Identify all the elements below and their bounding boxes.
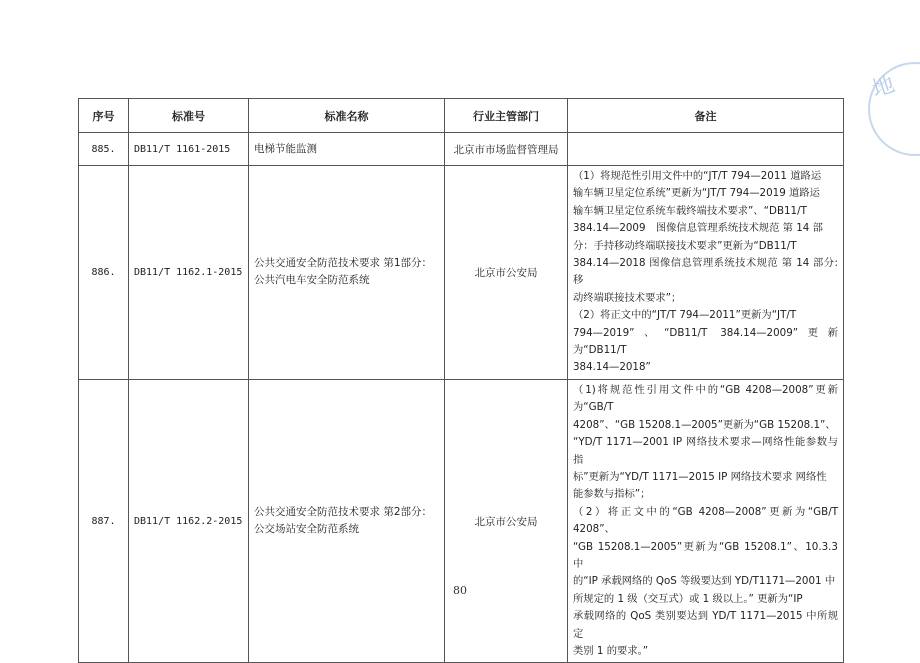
remark-line: （2）将正文中的“GB 4208—2008”更新为“GB/T 4208”、 (573, 505, 838, 536)
table-row (79, 166, 844, 380)
remark-line: 4208”、“GB 15208.1—2005”更新为“GB 15208.1”、 (573, 418, 836, 431)
remark-line: 动终端联接技术要求”； (573, 291, 682, 304)
remark-line: 384.14—2018 图像信息管理系统技术规范 第 14 部分:移 (573, 257, 838, 287)
remark-line: （1）将规范性引用文件中的“JT/T 794—2011 道路运 (573, 170, 822, 182)
row-standard-name: 公共交通安全防范技术要求 第2部分：公交场站安全防范系统 (249, 379, 445, 663)
row-index: 887. (79, 379, 129, 663)
standards-table (78, 98, 844, 663)
row-department: 北京市公安局 (445, 166, 568, 380)
page-number: 80 (453, 584, 467, 597)
row-index: 886. (79, 166, 129, 380)
row-remarks (568, 379, 844, 663)
table-header-row (79, 99, 844, 133)
table-row (79, 133, 844, 166)
row-standard-code: DB11/T 1161-2015 (129, 133, 249, 166)
header-department: 行业主管部门 (445, 99, 568, 133)
seal-stamp-text: 地 (869, 72, 898, 103)
remark-line: （2）将正文中的“JT/T 794—2011”更新为“JT/T (573, 309, 797, 322)
row-department: 北京市市场监督管理局 (445, 133, 568, 166)
row-standard-name: 公共交通安全防范技术要求 第1部分：公共汽电车安全防范系统 (249, 166, 445, 380)
remark-line: 分：手持移动终端联接技术要求”更新为“DB11/T (573, 239, 797, 252)
header-index: 序号 (79, 99, 129, 133)
row-remarks (568, 133, 844, 166)
remark-line: 所规定的 1 级（交互式）或 1 级以上。” 更新为“IP (573, 592, 803, 605)
remark-line: 输车辆卫星定位系统”更新为“JT/T 794—2019 道路运 (573, 187, 820, 200)
row-standard-name: 电梯节能监测 (249, 133, 445, 166)
header-standard-name: 标准名称 (249, 99, 445, 133)
header-standard-code: 标准号 (129, 99, 249, 133)
table-row (79, 379, 844, 663)
remark-line: 384.14—2009 图像信息管理系统技术规范 第 14 部 (573, 222, 823, 235)
row-department: 北京市公安局 (445, 379, 568, 663)
row-standard-code: DB11/T 1162.1-2015 (129, 166, 249, 380)
remark-line: （1)将规范性引用文件中的“GB 4208—2008”更新为“GB/T (573, 383, 838, 414)
row-standard-code: DB11/T 1162.2-2015 (129, 379, 249, 663)
remark-line: 能参数与指标”； (573, 488, 651, 501)
remark-line: 794—2019”、“DB11/T 384.14—2009”更新为“DB11/T (573, 326, 838, 357)
remark-line: 的“IP 承载网络的 QoS 等级要达到 YD/T1171—2001 中 (573, 575, 836, 588)
row-remarks (568, 166, 844, 380)
remark-line: 输车辆卫星定位系统车载终端技术要求”、“DB11/T (573, 204, 807, 217)
row-index: 885. (79, 133, 129, 166)
remark-line: “GB 15208.1—2005”更新为“GB 15208.1”、10.3.3 中 (573, 540, 838, 570)
remark-line: 标”更新为“YD/T 1171—2015 IP 网络技术要求 网络性 (573, 470, 827, 483)
remark-line: 类别 1 的要求。” (573, 644, 649, 657)
header-remarks: 备注 (568, 99, 844, 133)
remark-line: 承载网络的 QoS 类别要达到 YD/T 1171—2015 中所规定 (573, 610, 838, 640)
remark-line: “YD/T 1171—2001 IP 网络技术要求—网络性能参数与指 (573, 436, 838, 466)
remark-line: 384.14—2018” (573, 361, 651, 374)
